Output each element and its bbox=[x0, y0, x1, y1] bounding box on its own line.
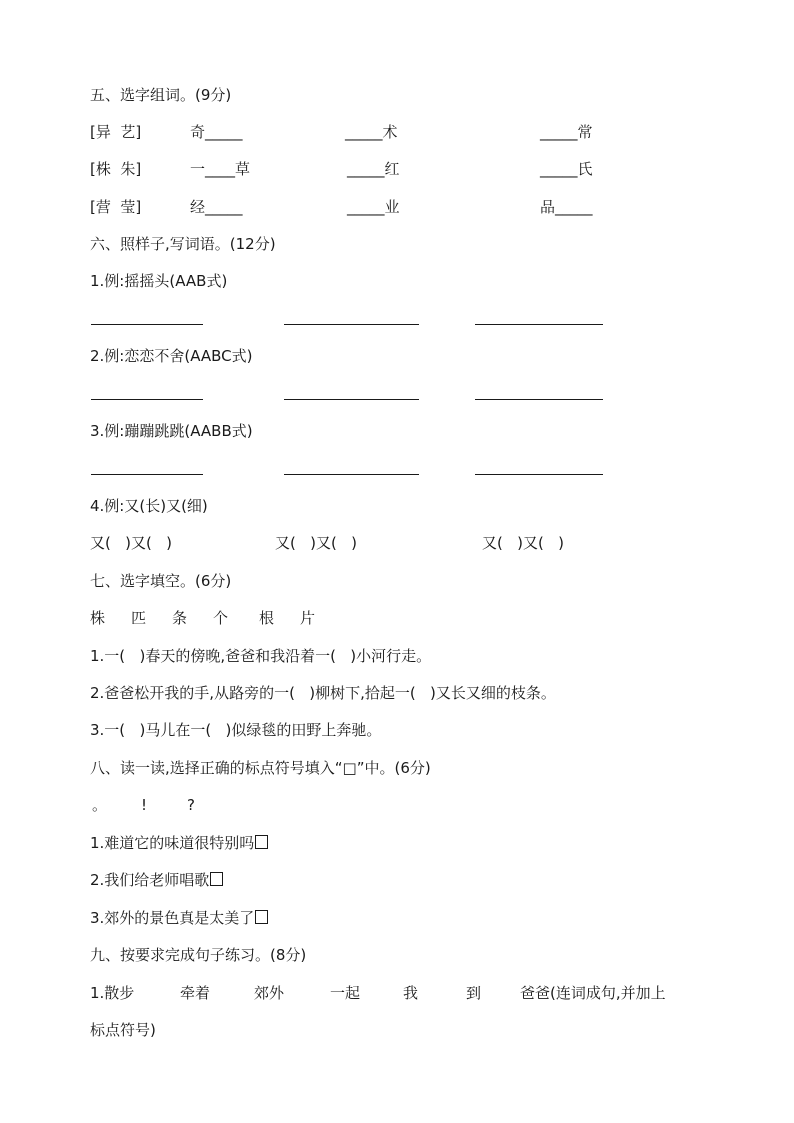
scrambled-word: 到 bbox=[466, 984, 482, 1002]
section9-title: 九、按要求完成句子练习。(8分) bbox=[90, 946, 307, 964]
answer-box[interactable] bbox=[255, 835, 268, 849]
fill-cell: _____常 bbox=[540, 123, 593, 141]
section8-title: 八、读一读,选择正确的标点符号填入“□”中。(6分) bbox=[90, 759, 431, 777]
question-text: 2.我们给老师唱歌 bbox=[90, 871, 210, 889]
fill-cell: _____氏 bbox=[540, 160, 593, 178]
option-word: 条 bbox=[172, 609, 188, 627]
section7-title: 七、选字填空。(6分) bbox=[90, 572, 232, 590]
option-word: 根 bbox=[259, 609, 275, 627]
fill-cell: _____术 bbox=[345, 123, 398, 141]
word-pair: [营 莹] bbox=[90, 198, 142, 216]
question-text: 1.难道它的味道很特别吗 bbox=[90, 834, 255, 852]
example-3: 3.例:蹦蹦跳跳(AABB式) bbox=[90, 422, 253, 440]
punctuation-option: ? bbox=[187, 796, 195, 814]
example-4: 4.例:又(长)又(细) bbox=[90, 497, 208, 515]
answer-box[interactable] bbox=[255, 910, 268, 924]
answer-line[interactable] bbox=[475, 324, 603, 325]
word-pair: [异 艺] bbox=[90, 123, 142, 141]
option-word: 匹 bbox=[131, 609, 147, 627]
section6-title: 六、照样子,写词语。(12分) bbox=[90, 235, 276, 253]
answer-line[interactable] bbox=[284, 474, 419, 475]
question-item bbox=[90, 910, 268, 926]
answer-line[interactable] bbox=[475, 474, 603, 475]
option-word: 片 bbox=[300, 609, 316, 627]
answer-box[interactable] bbox=[210, 872, 223, 886]
punctuation-option: ! bbox=[141, 796, 148, 814]
question-item bbox=[90, 872, 223, 888]
option-word: 株 bbox=[90, 609, 106, 627]
question-item bbox=[90, 835, 268, 851]
scrambled-word: 爸爸(连词成句,并加上 bbox=[520, 984, 666, 1002]
fill-cell: 奇_____ bbox=[190, 123, 243, 141]
fill-cell: _____业 bbox=[347, 198, 400, 216]
pattern-blank[interactable]: 又( )又( ) bbox=[275, 534, 358, 552]
scrambled-word: 郊外 bbox=[254, 984, 285, 1002]
answer-line[interactable] bbox=[91, 399, 203, 400]
fill-cell: 品_____ bbox=[540, 198, 593, 216]
section5-title: 五、选字组词。(9分) bbox=[90, 86, 232, 104]
option-word: 个 bbox=[213, 609, 229, 627]
scrambled-word: 1.散步 bbox=[90, 984, 135, 1002]
answer-line[interactable] bbox=[91, 324, 203, 325]
instruction-continued: 标点符号) bbox=[90, 1021, 156, 1039]
fill-cell: _____红 bbox=[347, 160, 400, 178]
question-item: 1.一( )春天的傍晚,爸爸和我沿着一( )小河行走。 bbox=[90, 647, 432, 665]
pattern-blank[interactable]: 又( )又( ) bbox=[482, 534, 565, 552]
fill-cell: 一____草 bbox=[190, 160, 251, 178]
question-item: 2.爸爸松开我的手,从路旁的一( )柳树下,拾起一( )又长又细的枝条。 bbox=[90, 684, 556, 702]
scrambled-word: 牵着 bbox=[180, 984, 211, 1002]
question-item: 3.一( )马儿在一( )似绿毯的田野上奔驰。 bbox=[90, 721, 382, 739]
example-2: 2.例:恋恋不舍(AABC式) bbox=[90, 347, 253, 365]
answer-line[interactable] bbox=[475, 399, 603, 400]
pattern-blank[interactable]: 又( )又( ) bbox=[90, 534, 173, 552]
scrambled-word: 我 bbox=[403, 984, 419, 1002]
punctuation-option: 。 bbox=[92, 796, 108, 814]
answer-line[interactable] bbox=[91, 474, 203, 475]
fill-cell: 经_____ bbox=[190, 198, 243, 216]
scrambled-word: 一起 bbox=[330, 984, 361, 1002]
answer-line[interactable] bbox=[284, 324, 419, 325]
word-pair: [株 朱] bbox=[90, 160, 142, 178]
question-text: 3.郊外的景色真是太美了 bbox=[90, 909, 255, 927]
answer-line[interactable] bbox=[284, 399, 419, 400]
example-1: 1.例:摇摇头(AAB式) bbox=[90, 272, 228, 290]
